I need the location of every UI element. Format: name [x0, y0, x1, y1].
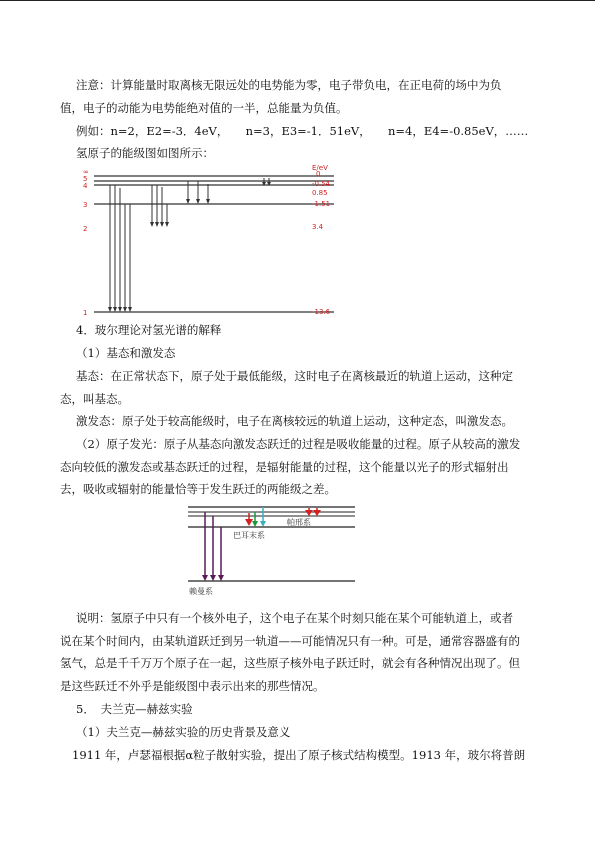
- balmer-series-label: 巴耳末系: [233, 531, 265, 540]
- note-line-1: 注意：计算能量时取离核无限远处的电势能为零，电子带负电，在正电荷的场中为负: [76, 78, 502, 92]
- n-label-5: 5: [83, 175, 88, 183]
- n-label-4: 4: [83, 182, 88, 190]
- explain-line-4: 是这些跃迁不外乎是能级图中表示出来的那些情况。: [60, 679, 325, 693]
- lyman-series-label: 赖曼系: [189, 587, 213, 596]
- page-top-border: [0, 0, 595, 1]
- e-label-34: 3.4: [312, 223, 324, 231]
- paschen-series-label: 帕邢系: [287, 518, 311, 527]
- explain-line-1: 说明：氢原子中只有一个核外电子，这个电子在某个时刻只能在某个可能轨道上，或者: [76, 611, 513, 625]
- ground-state-line-2: 态，叫基态。: [60, 392, 129, 406]
- n-label-3: 3: [83, 201, 88, 209]
- section-5-title: 5． 夫兰克—赫兹实验: [76, 702, 193, 716]
- n-label-2: 2: [83, 225, 88, 233]
- e-label-054: -0.54: [312, 180, 331, 188]
- excited-state: 激发态：原子处于较高能级时，电子在离核较远的轨道上运动，这种定态，叫激发态。: [76, 414, 513, 428]
- e-label-151: -1.51: [312, 200, 331, 208]
- section-5-subtitle-1: （1）夫兰克—赫兹实验的历史背景及意义: [76, 725, 291, 739]
- emission-line-3: 去，吸收或辐射的能量恰等于发生跃迁的两能级之差。: [60, 482, 336, 496]
- e-label-136: -13.6: [312, 308, 331, 316]
- note-line-2: 值，电子的动能为电势能绝对值的一半，总能量为负值。: [60, 101, 348, 115]
- e-label-unit: E/eV: [312, 164, 328, 172]
- e-label-0: 0: [316, 170, 321, 178]
- arrowheads: [108, 182, 271, 312]
- emission-line-1: （2）原子发光：原子从基态向激发态跃迁的过程是吸收能量的过程。原子从较高的激发: [76, 437, 521, 451]
- emission-line-2: 态向较低的激发态或基态跃迁的过程，是辐射能量的过程，这个能量以光子的形式辐射出: [60, 460, 509, 474]
- section-4-subtitle-1: （1）基态和激发态: [76, 346, 176, 360]
- ground-state-line-1: 基态：在正常状态下，原子处于最低能级，这时电子在离核最近的轨道上运动，这种定: [76, 369, 513, 383]
- section-4-title: 4．玻尔理论对氢光谱的解释: [76, 323, 222, 337]
- section-5-paragraph-1: 1911 年，卢瑟福根据α粒子散射实验，提出了原子核式结构模型。1913 年，玻尔将普朗: [72, 748, 526, 762]
- e-label-085: 0.85: [312, 189, 328, 197]
- n-label-1: 1: [83, 309, 88, 317]
- n-label-inf: ∞: [83, 168, 89, 176]
- spectral-series-diagram: [183, 499, 358, 599]
- figure-intro: 氢原子的能级图如图所示：: [76, 146, 214, 160]
- explain-line-3: 氢气，总是千千万万个原子在一起，这些原子核外电子跃迁时，就会有各种情况出现了。但: [60, 656, 520, 670]
- energy-level-diagram: [76, 164, 348, 317]
- explain-line-2: 说在某个时间内，由某轨道跃迁到另一轨道——可能情况只有一种。可是，通常容器盛有的: [60, 634, 520, 648]
- energy-example: 例如：n=2，E2=-3．4eV， n=3，E3=-1．51eV， n=4，E4=-0.85eV，……: [76, 124, 529, 138]
